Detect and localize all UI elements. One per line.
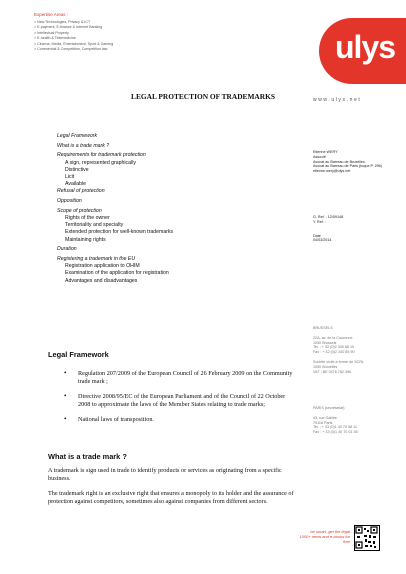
author-line: Avocat au Barreau de Paris (toque P. 296) — [313, 164, 382, 169]
office-line: 1050 Bruxelles — [313, 364, 338, 369]
list-item: • Directive 2008/95/EC of the European Parliament and of the Council of 22 October 2008 to approximate the laws of the Member States relating to trade marks; — [64, 393, 294, 408]
author-block — [313, 150, 382, 174]
office-line: 43, rue Galilée — [313, 415, 337, 420]
section-heading-what-is: What is a trade mark ? — [48, 452, 127, 461]
expertise-list — [34, 20, 113, 52]
list-item: • Regulation 207/2009 of the European Council of 26 February 2009 on the Community trade mark ; — [64, 370, 294, 385]
office-line: Tel. : + 32 (0)2 340 88 10 — [313, 345, 355, 350]
office-line: 1050 Brussels — [313, 340, 337, 345]
office-line: Tel. : + 33 (0)1 40 70 38 11 — [313, 425, 357, 430]
toc-item: What is a trade mark ? — [57, 142, 110, 149]
office-paris — [313, 406, 358, 435]
your-ref: Y. Ref. : — [313, 219, 326, 224]
toc-subitem: Rights of the owner — [65, 215, 110, 222]
ulys-logo — [319, 18, 406, 84]
toc-item: Duration — [57, 246, 77, 253]
expertise-item: > Commercial & Competition, Competition law — [34, 47, 108, 52]
toc-subitem: Examination of the application for registration — [65, 270, 169, 277]
toc-item: Refusal of protection — [57, 188, 105, 195]
toc-item: Scope of protection — [57, 207, 102, 214]
office-line: 75116 Paris — [313, 420, 333, 425]
date-value: 04/03/2014 — [313, 238, 332, 243]
document-title: LEGAL PROTECTION OF TRADEMARKS — [131, 92, 275, 101]
expertise-item: > Cinema, Media, Entertainment, Sport & Gaming — [34, 41, 114, 46]
toc-item: Requirements for trademark protection — [57, 152, 146, 159]
expertise-item: > E-payment, E-finance & Internet Banking — [34, 25, 103, 30]
expertise-item: > Intellectual Property — [34, 30, 69, 35]
author-email[interactable]: etienne.wery@ulys.net — [313, 169, 351, 174]
section-heading-legal-framework: Legal Framework — [48, 350, 109, 359]
our-ref: O. Ref. : 12/09148 — [313, 215, 344, 219]
logo-text: ulys — [335, 29, 396, 65]
office-name: PARIS (secrétariat) — [313, 406, 345, 410]
author-line: Associé — [313, 154, 326, 159]
paragraph: A trademark is sign used in trade to identify products or services as originating from a specific business. — [48, 467, 282, 482]
paragraph: The trademark right is an exclusive right that ensures a monopoly to its holder and the assurance of protection against competitors, sometimes also against companies from different sectors. — [48, 490, 294, 505]
website-link[interactable]: www.ulys.net — [313, 97, 362, 103]
toc-subitem: Available — [65, 181, 86, 188]
toc-item: Opposition — [57, 198, 82, 205]
office-line: Fax : + 33 (0)1 40 70 01 38 — [313, 430, 358, 435]
office-line: 22A, av. de la Couronne — [313, 335, 353, 340]
office-brussels — [313, 326, 364, 374]
toc-subitem: Licit — [65, 174, 75, 181]
office-line: Société civile à forme de SCRL — [313, 359, 365, 364]
qr-code-icon[interactable] — [354, 525, 380, 551]
date-label: Date — [313, 233, 321, 238]
tagline-line: 1000+ news and e-books for free — [299, 534, 350, 544]
toc-subitem: Extended protection for well-known trademarks — [65, 229, 174, 236]
table-of-contents — [57, 133, 173, 285]
expertise-item: > E-health & Telemedicine — [34, 36, 76, 41]
office-line: Fax : + 32 (0)2 340 85 90 — [313, 350, 355, 355]
footer-tagline — [292, 529, 350, 544]
toc-subitem: Distinctive — [65, 166, 89, 173]
toc-subitem: Territoriality and specialty — [65, 222, 124, 229]
expertise-title: Expertise Areas : — [34, 12, 69, 17]
toc-subitem: A sign, represented graphically — [65, 159, 136, 166]
list-item: • National laws of transposition. — [64, 416, 294, 424]
author-line: Etienne WERY — [313, 150, 338, 154]
reference-block — [313, 215, 343, 243]
tagline-line: be smart, get the legal — [310, 529, 350, 534]
toc-item: Registering a trademark in the EU — [57, 256, 136, 263]
toc-item: Legal Framework — [57, 133, 98, 139]
author-line: Avocat au Barreau de Bruxelles — [313, 159, 365, 164]
office-line: VAT : BE 0476.782.396 — [313, 369, 352, 374]
toc-subitem: Maintaining rights — [65, 236, 106, 243]
office-name: BRUSSELS — [313, 326, 333, 330]
legal-framework-list — [64, 370, 294, 432]
toc-subitem: Advantages and disadvantages — [65, 277, 138, 284]
expertise-item: > New Technologies, Privacy & ICT — [34, 20, 91, 24]
toc-subitem: Registration application to OHIM — [65, 263, 140, 270]
